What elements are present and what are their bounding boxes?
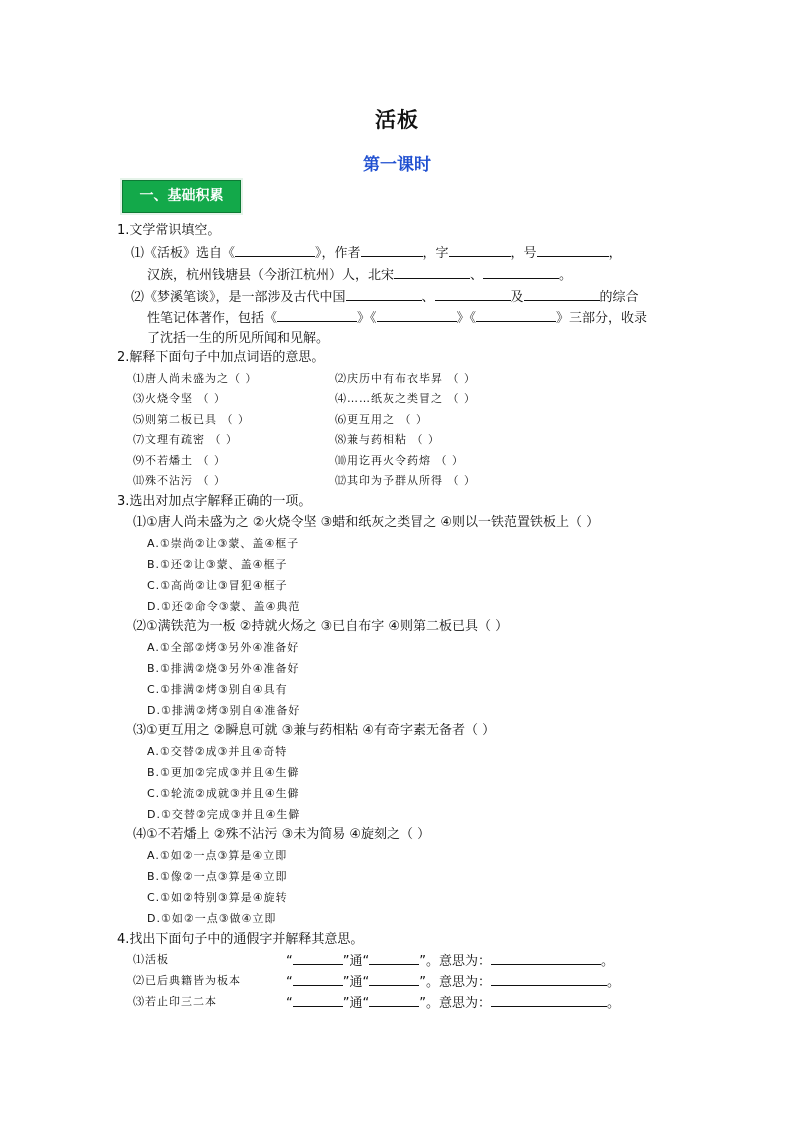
q4-item-3-sentence: ⑶若止印三二本 <box>133 995 217 1008</box>
q3-group1-option-a: A.①崇尚②让③蒙、盖④框子 <box>147 537 300 550</box>
q3-group3-stem: ⑶①更互用之 ②瞬息可就 ③兼与药相粘 ④有奇字素无备者（ ） <box>133 723 496 738</box>
blank-field-2[interactable] <box>435 287 511 301</box>
q3-group2-option-a: A.①全部②烤③另外④准备好 <box>147 641 300 654</box>
blank-original-char-3[interactable] <box>369 993 419 1007</box>
blank-field-1[interactable] <box>346 287 422 301</box>
blank-meaning-1[interactable] <box>491 951 601 965</box>
q3-group3-option-d: D.①交替②完成③并且④生僻 <box>147 808 301 821</box>
blank-tongjia-char-1[interactable] <box>293 951 343 965</box>
q3-group2-option-c: C.①排满②烤③别自④具有 <box>147 683 288 696</box>
blank-meaning-3[interactable] <box>491 993 607 1007</box>
q1-part1-line2: 汉族，杭州钱塘县（今浙江杭州）人，北宋 、 。 <box>147 265 572 285</box>
q3-group2-option-b: B.①排满②烧③另外④准备好 <box>147 662 300 675</box>
q3-group3-option-a: A.①交替②成③并且④奇特 <box>147 745 288 758</box>
blank-original-char-2[interactable] <box>369 972 419 986</box>
q2-item-12: ⑿其印为予群从所得 （ ） <box>335 474 476 487</box>
q3-group1-option-b: B.①还②让③蒙、盖④框子 <box>147 558 288 571</box>
blank-meaning-2[interactable] <box>491 972 607 986</box>
q3-group1-option-c: C.①高尚②让③冒犯④框子 <box>147 579 288 592</box>
q4-item-2-sentence: ⑵已后典籍皆为板本 <box>133 974 241 987</box>
q4-item-2-answer: “ ”通“ ”。意思为： 。 <box>286 972 620 992</box>
blank-source-book[interactable] <box>235 243 315 257</box>
q2-item-4: ⑷……纸灰之类冒之 （ ） <box>335 392 476 405</box>
q4-item-1-sentence: ⑴活板 <box>133 953 169 966</box>
q4-stem: 4.找出下面句子中的通假字并解释其意思。 <box>117 932 364 947</box>
blank-identity-1[interactable] <box>394 265 470 279</box>
blank-tongjia-char-2[interactable] <box>293 972 343 986</box>
blank-volume-3[interactable] <box>476 308 556 322</box>
q1-part2-line1: ⑵《梦溪笔谈》，是一部涉及古代中国 、 及 的综合 <box>131 287 639 307</box>
blank-author[interactable] <box>361 243 423 257</box>
q1-stem: 1.文学常识填空。 <box>117 223 221 238</box>
blank-volume-2[interactable] <box>377 308 457 322</box>
q3-group2-stem: ⑵①满铁范为一板 ②持就火炀之 ③已自布字 ④则第二板已具（ ） <box>133 619 509 634</box>
q2-item-5: ⑸则第二板已具 （ ） <box>133 413 250 426</box>
q2-item-1: ⑴唐人尚未盛为之（ ） <box>133 372 258 385</box>
q1-part2-line2: 性笔记体著作，包括《 》《 》《 》三部分，收录 <box>147 308 647 328</box>
q2-item-11: ⑾殊不沾污 （ ） <box>133 474 226 487</box>
blank-volume-1[interactable] <box>277 308 357 322</box>
q1-part2-line3: 了沈括一生的所见所闻和见解。 <box>147 331 330 346</box>
q2-stem: 2.解释下面句子中加点词语的意思。 <box>117 350 325 365</box>
blank-identity-2[interactable] <box>483 265 559 279</box>
q2-item-6: ⑹更互用之 （ ） <box>335 413 428 426</box>
q3-group4-option-b: B.①像②一点③算是④立即 <box>147 870 288 883</box>
blank-courtesy-name[interactable] <box>449 243 511 257</box>
q2-item-2: ⑵庆历中有布衣毕昇 （ ） <box>335 372 476 385</box>
q4-item-1-answer: “ ”通“ ”。意思为： 。 <box>286 951 614 971</box>
q3-stem: 3.选出对加点字解释正确的一项。 <box>117 494 312 509</box>
q3-group3-option-c: C.①轮流②成就③并且④生僻 <box>147 787 300 800</box>
q1-part1-line1: ⑴《活板》选自《 》，作者 ，字 ，号 ， <box>131 243 622 263</box>
q3-group4-option-a: A.①如②一点③算是④立即 <box>147 849 288 862</box>
q3-group4-option-c: C.①如②特别③算是④旋转 <box>147 891 288 904</box>
q2-item-9: ⑼不若燔土 （ ） <box>133 454 226 467</box>
q2-item-10: ⑽用讫再火令药熔 （ ） <box>335 454 464 467</box>
q3-group4-stem: ⑷①不若燔上 ②殊不沾污 ③未为简易 ④旋刻之（ ） <box>133 827 431 842</box>
page-title: 活板 <box>375 108 419 132</box>
blank-original-char-1[interactable] <box>369 951 419 965</box>
blank-field-3[interactable] <box>524 287 600 301</box>
q3-group3-option-b: B.①更加②完成③并且④生僻 <box>147 766 300 779</box>
blank-tongjia-char-3[interactable] <box>293 993 343 1007</box>
q2-item-8: ⑻兼与药相粘 （ ） <box>335 433 440 446</box>
q4-item-3-answer: “ ”通“ ”。意思为： 。 <box>286 993 620 1013</box>
q3-group4-option-d: D.①如②一点③做④立即 <box>147 912 277 925</box>
q2-item-7: ⑺文理有疏密 （ ） <box>133 433 238 446</box>
q3-group1-option-d: D.①还②命令③蒙、盖④典范 <box>147 600 301 613</box>
q3-group2-option-d: D.①排满②烤③别自④准备好 <box>147 704 301 717</box>
lesson-subtitle: 第一课时 <box>363 155 431 175</box>
q3-group1-stem: ⑴①唐人尚未盛为之 ②火烧令坚 ③蜡和纸灰之类冒之 ④则以一铁范置铁板上（ ） <box>133 515 600 530</box>
blank-pseudonym[interactable] <box>537 243 609 257</box>
section-heading-basic-accumulation: 一、基础积累 <box>122 180 241 213</box>
q2-item-3: ⑶火烧令坚 （ ） <box>133 392 226 405</box>
